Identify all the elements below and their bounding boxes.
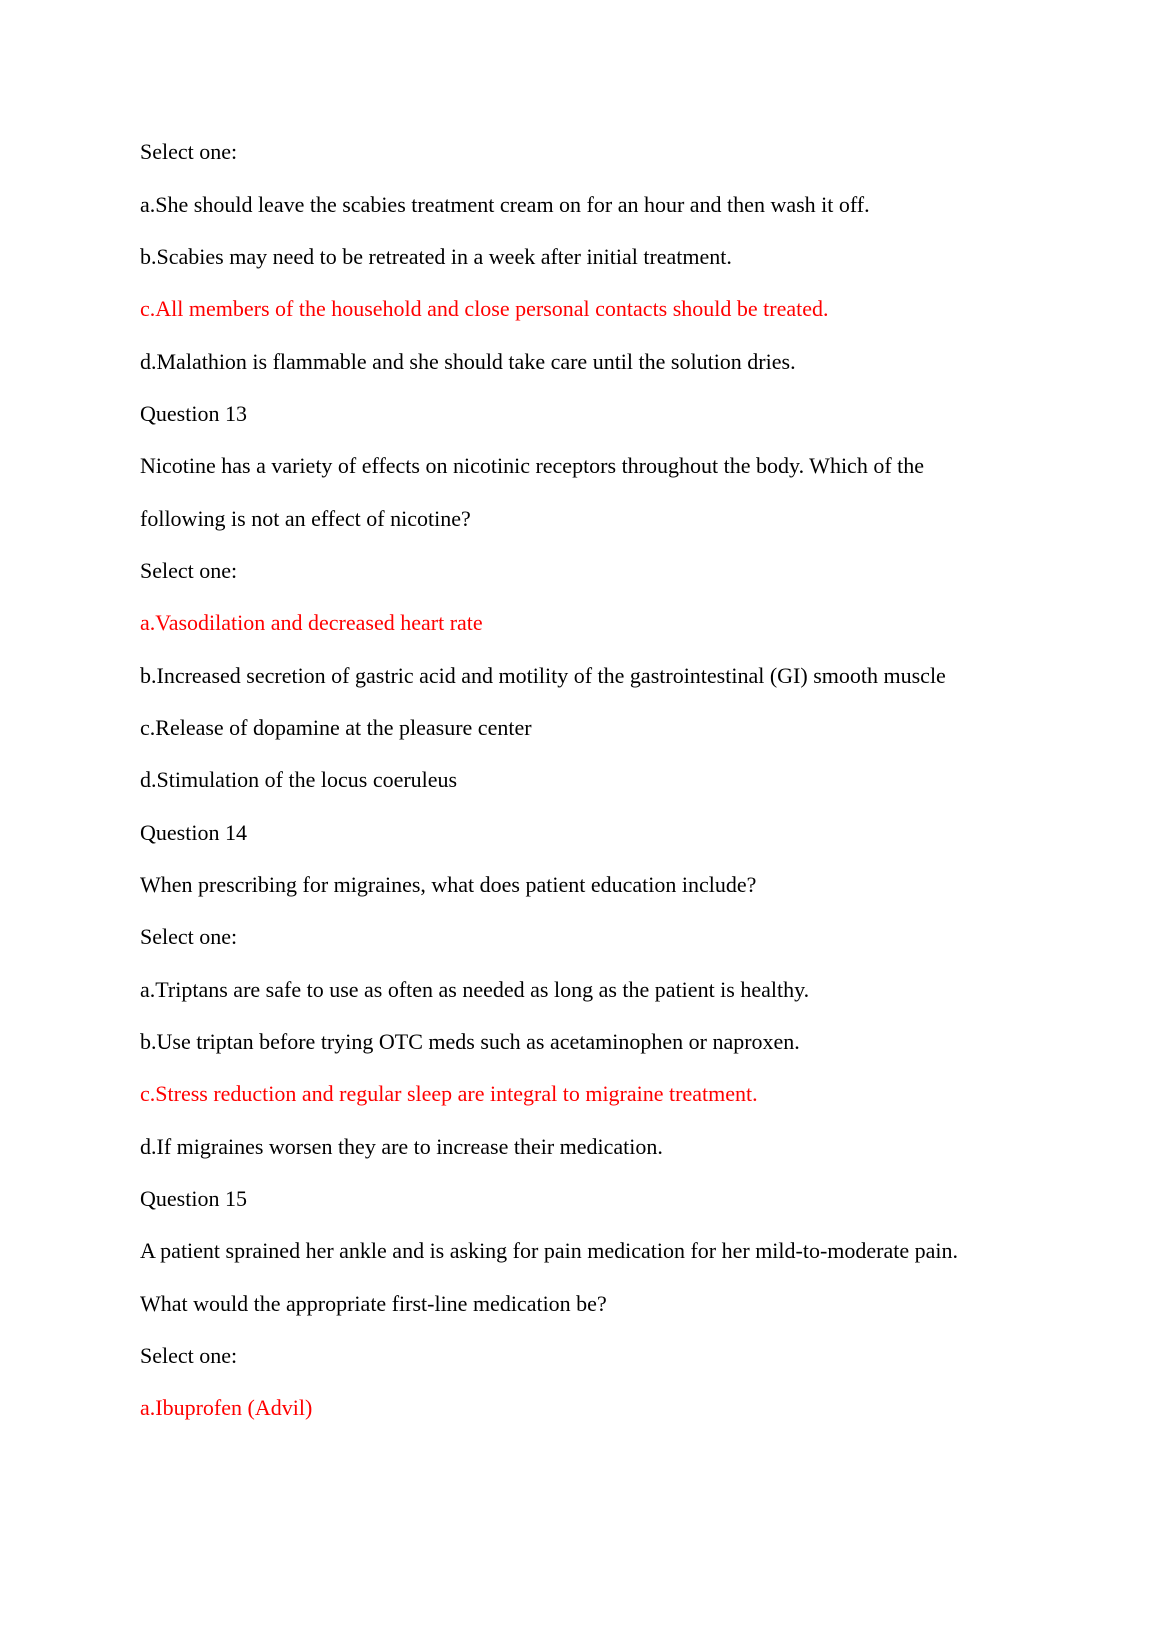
question-13-text-line-2: following is not an effect of nicotine? [140, 506, 471, 531]
q13-option-d: d.Stimulation of the locus coeruleus [140, 767, 458, 792]
q12-option-c-correct: c.All members of the household and close personal contacts should be treated. [140, 296, 829, 321]
q14-option-d: d.If migraines worsen they are to increase their medication. [140, 1134, 663, 1159]
q13-option-b: b.Increased secretion of gastric acid and motility of the gastrointestinal (GI) smooth muscle [140, 663, 946, 688]
question-13-text-line-1: Nicotine has a variety of effects on nicotinic receptors throughout the body. Which of the [140, 453, 925, 478]
q12-option-b: b.Scabies may need to be retreated in a week after initial treatment. [140, 244, 732, 269]
q12-option-a: a.She should leave the scabies treatment cream on for an hour and then wash it off. [140, 192, 870, 217]
select-one-label: Select one: [140, 558, 238, 583]
question-15-text-line-2: What would the appropriate first-line medication be? [140, 1291, 607, 1316]
q13-option-a-correct: a.Vasodilation and decreased heart rate [140, 610, 483, 635]
q14-option-a: a.Triptans are safe to use as often as needed as long as the patient is healthy. [140, 977, 810, 1002]
q12-option-d: d.Malathion is flammable and she should take care until the solution dries. [140, 349, 796, 374]
select-one-label: Select one: [140, 924, 238, 949]
select-one-label: Select one: [140, 139, 238, 164]
question-14-text-line-1: When prescribing for migraines, what does patient education include? [140, 872, 757, 897]
question-15-text-line-1: A patient sprained her ankle and is asking for pain medication for her mild-to-moderate pain. [140, 1238, 959, 1263]
q15-option-a-correct: a.Ibuprofen (Advil) [140, 1395, 313, 1420]
question-13-heading: Question 13 [140, 401, 247, 426]
question-14-heading: Question 14 [140, 820, 247, 845]
q14-option-b: b.Use triptan before trying OTC meds such as acetaminophen or naproxen. [140, 1029, 800, 1054]
q13-option-c: c.Release of dopamine at the pleasure center [140, 715, 532, 740]
question-15-heading: Question 15 [140, 1186, 247, 1211]
q14-option-c-correct: c.Stress reduction and regular sleep are integral to migraine treatment. [140, 1081, 758, 1106]
select-one-label: Select one: [140, 1343, 238, 1368]
